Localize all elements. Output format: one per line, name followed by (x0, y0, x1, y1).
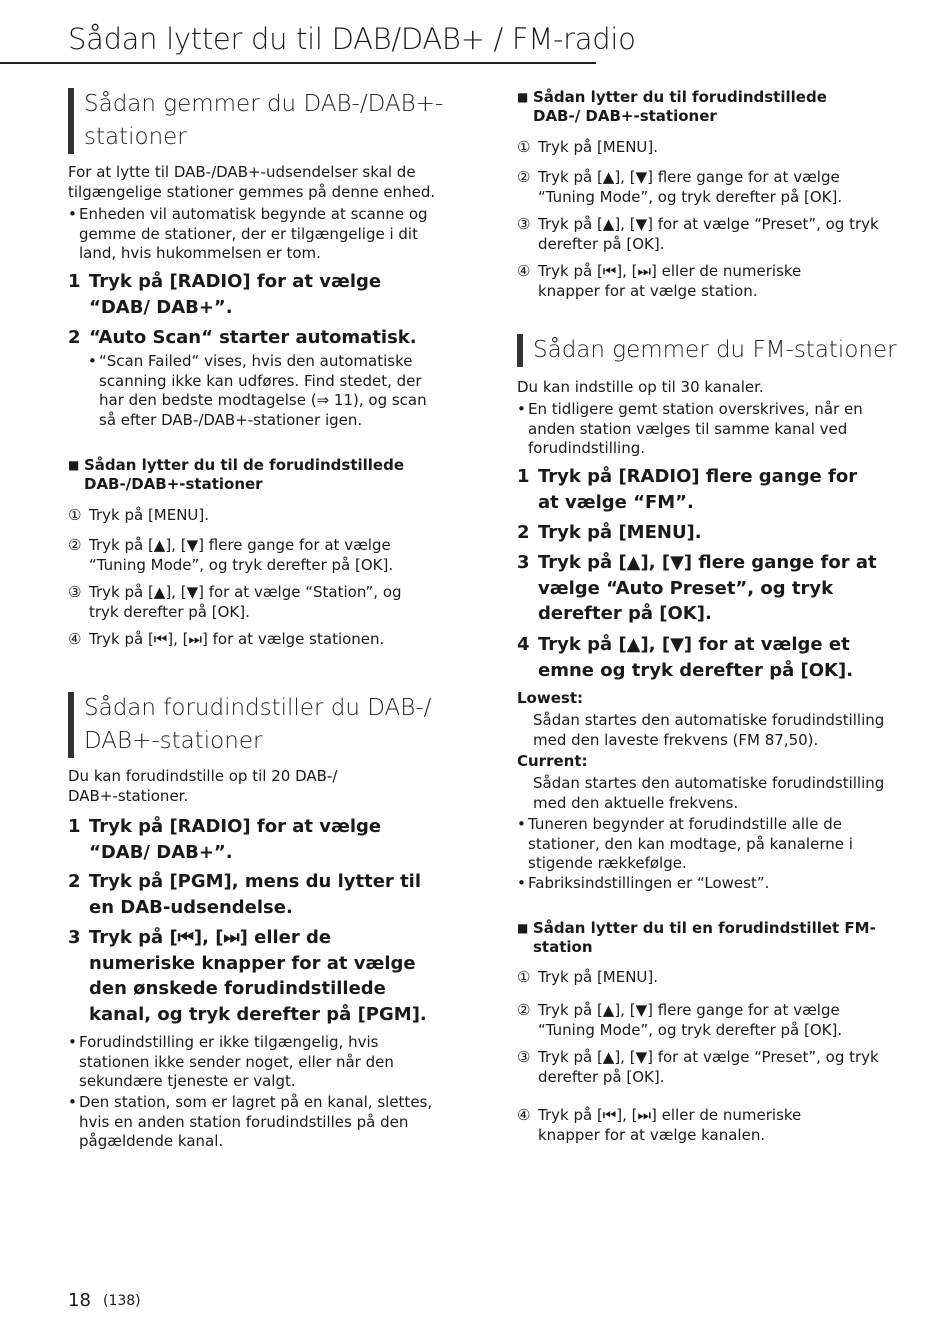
numbered-item (68, 506, 439, 526)
title-rule (0, 62, 596, 64)
bullet-item (68, 1033, 414, 1092)
step-item (517, 632, 904, 683)
bullet-dot: • (68, 205, 77, 223)
step-item (68, 869, 439, 920)
intro-text: For at lytte til DAB-/DAB+-udsendelser skal de tilgængelige stationer gemmes på denne enhed. (68, 163, 436, 201)
bullet-dot: • (68, 1033, 77, 1051)
step-item (517, 550, 888, 627)
option-description: Sådan startes den automatiske forudindstilling med den aktuelle frekvens. (533, 774, 885, 812)
step-text: Tryk på [MENU]. (538, 522, 702, 543)
item-text: Tryk på [▲], [▼] for at vælge “Station”, og tryk derefter på [OK]. (89, 583, 402, 621)
page-title: Sådan lytter du til DAB/DAB+ / FM-radio (68, 22, 636, 56)
numbered-item (68, 630, 439, 650)
step-text: Tryk på [▲], [▼] flere gange for at vælge “Auto Preset”, og tryk derefter på [OK]. (538, 552, 877, 624)
circled-number: ② (68, 536, 82, 554)
numbered-item (517, 1106, 848, 1145)
numbered-item (517, 168, 868, 207)
step-number: 2 (517, 522, 530, 543)
subheading-text: Sådan lytter du til en forudindstillet FM-station (533, 919, 876, 956)
heading-line: Sådan gemmer du DAB-/DAB+- (84, 91, 444, 117)
circled-number: ④ (517, 1106, 531, 1124)
square-bullet: ■ (517, 90, 529, 104)
step-number: 2 (68, 327, 81, 348)
bullet-text: Tuneren begynder at forudindstille alle de stationer, den kan modtage, på kanalerne i stigende rækkefølge. (528, 815, 853, 872)
numbered-item (517, 1001, 868, 1040)
subheading-preset-dab-listen (68, 456, 414, 494)
item-text: Tryk på [▲], [▼] flere gange for at vælge “Tuning Mode”, og tryk derefter på [OK]. (538, 1001, 843, 1039)
circled-number: ① (517, 138, 531, 156)
bullet-item (517, 874, 868, 894)
bullet-item (68, 205, 437, 264)
bullet-dot: • (88, 352, 97, 370)
square-bullet: ■ (517, 921, 529, 935)
numbered-item (68, 583, 434, 622)
step-text: Tryk på [RADIO] for at vælge “DAB/ DAB+”. (89, 271, 382, 318)
step-text: Tryk på [⏮], [⏭] eller de numeriske knapper for at vælge den ønskede forudindstillede kanal, og tryk derefter på [PGM]. (89, 927, 427, 1025)
circled-number: ① (517, 968, 531, 986)
section-heading-save-dab (68, 88, 444, 154)
bullet-text: “Scan Failed“ vises, hvis den automatiske scanning ikke kan udføres. Find stedet, der har den bedste modtagelse (⇒ 11), og scan så efter DAB-/DAB+-stationer igen. (99, 352, 427, 429)
item-text: Tryk på [▲], [▼] flere gange for at vælge “Tuning Mode”, og tryk derefter på [OK]. (538, 168, 843, 206)
section-heading-save-fm (517, 334, 897, 367)
step-item (517, 464, 883, 515)
subheading-preset-fm-listen (517, 919, 878, 957)
step-number: 1 (68, 816, 81, 837)
step-item (68, 814, 429, 865)
step-number: 2 (68, 871, 81, 892)
item-text: Tryk på [MENU]. (89, 506, 210, 524)
item-text: Tryk på [⏮], [⏭] eller de numeriske knapper for at vælge kanalen. (538, 1106, 802, 1144)
step-item (68, 269, 429, 320)
bullet-dot: • (517, 400, 526, 418)
step-item (68, 325, 449, 351)
circled-number: ③ (517, 1048, 531, 1066)
step-text: Tryk på [PGM], mens du lytter til en DAB-udsendelse. (89, 871, 422, 918)
circled-number: ② (517, 1001, 531, 1019)
section-heading-preset-dab (68, 692, 444, 758)
square-bullet: ■ (68, 458, 80, 472)
circled-number: ③ (68, 583, 82, 601)
circled-number: ④ (517, 262, 531, 280)
bullet-text: Forudindstilling er ikke tilgængelig, hvis stationen ikke sender noget, eller når den sekundære tjeneste er valgt. (79, 1033, 394, 1090)
bullet-text: Fabriksindstillingen er “Lowest”. (528, 874, 770, 892)
step-item (517, 520, 883, 546)
option-label-current: Current: (517, 752, 588, 770)
step-text: Tryk på [RADIO] for at vælge “DAB/ DAB+”. (89, 816, 382, 863)
subheading-text: Sådan lytter du til de forudindstillede DAB-/DAB+-stationer (84, 456, 404, 493)
heading-line: DAB+-stationer (84, 728, 263, 754)
step-number: 4 (517, 634, 530, 655)
heading-line: Sådan forudindstiller du DAB-/ (84, 695, 432, 721)
step-text: Tryk på [RADIO] flere gange for at vælge “FM”. (538, 466, 858, 513)
option-label-lowest: Lowest: (517, 689, 583, 707)
item-text: Tryk på [▲], [▼] for at vælge “Preset”, og tryk derefter på [OK]. (538, 1048, 879, 1086)
numbered-item (517, 968, 888, 988)
page-number: 18 (68, 1290, 91, 1311)
bullet-dot: • (517, 874, 526, 892)
numbered-item (517, 262, 848, 301)
step-number: 3 (517, 552, 530, 573)
page-number-secondary: (138) (103, 1293, 141, 1309)
bullet-dot: • (68, 1093, 77, 1111)
circled-number: ② (517, 168, 531, 186)
bullet-item (517, 400, 873, 459)
step-number: 3 (68, 927, 81, 948)
bullet-text: Enheden vil automatisk begynde at scanne og gemme de stationer, der er tilgængelige i dit land, hvis hukommelsen er tom. (79, 205, 428, 262)
bullet-text: Den station, som er lagret på en kanal, slettes, hvis en anden station forudindstilles på den pågældende kanal. (79, 1093, 433, 1150)
bullet-text: En tidligere gemt station overskrives, når en anden station vælges til samme kanal ved forudindstilling. (528, 400, 863, 457)
item-text: Tryk på [⏮], [⏭] eller de numeriske knapper for at vælge station. (538, 262, 802, 300)
item-text: Tryk på [MENU]. (538, 968, 659, 986)
step-text: Tryk på [▲], [▼] for at vælge et emne og tryk derefter på [OK]. (538, 634, 854, 681)
item-text: Tryk på [MENU]. (538, 138, 659, 156)
subheading-preset-dab-listen (517, 88, 878, 126)
step-item (68, 925, 440, 1027)
numbered-item (517, 215, 904, 254)
numbered-item (517, 138, 888, 158)
heading-line: stationer (84, 124, 187, 150)
bullet-item (88, 352, 429, 430)
circled-number: ① (68, 506, 82, 524)
step-number: 1 (68, 271, 81, 292)
subheading-text: Sådan lytter du til forudindstillede DAB-/ DAB+-stationer (533, 88, 827, 125)
item-text: Tryk på [▲], [▼] for at vælge “Preset”, og tryk derefter på [OK]. (538, 215, 879, 253)
item-text: Tryk på [⏮], [⏭] for at vælge stationen. (89, 630, 385, 648)
circled-number: ③ (517, 215, 531, 233)
bullet-dot: • (517, 815, 526, 833)
step-text: “Auto Scan“ starter automatisk. (89, 327, 417, 348)
step-number: 1 (517, 466, 530, 487)
bullet-item (517, 815, 868, 874)
circled-number: ④ (68, 630, 82, 648)
item-text: Tryk på [▲], [▼] flere gange for at vælge “Tuning Mode”, og tryk derefter på [OK]. (89, 536, 394, 574)
heading-line: Sådan gemmer du FM-stationer (533, 337, 897, 363)
intro-text: Du kan indstille op til 30 kanaler. (517, 378, 764, 396)
option-description: Sådan startes den automatiske forudindstilling med den laveste frekvens (FM 87,50). (533, 711, 885, 749)
numbered-item (517, 1048, 904, 1087)
intro-text: Du kan forudindstille op til 20 DAB-/ DAB+-stationer. (68, 767, 338, 805)
bullet-item (68, 1093, 437, 1152)
numbered-item (68, 536, 419, 575)
